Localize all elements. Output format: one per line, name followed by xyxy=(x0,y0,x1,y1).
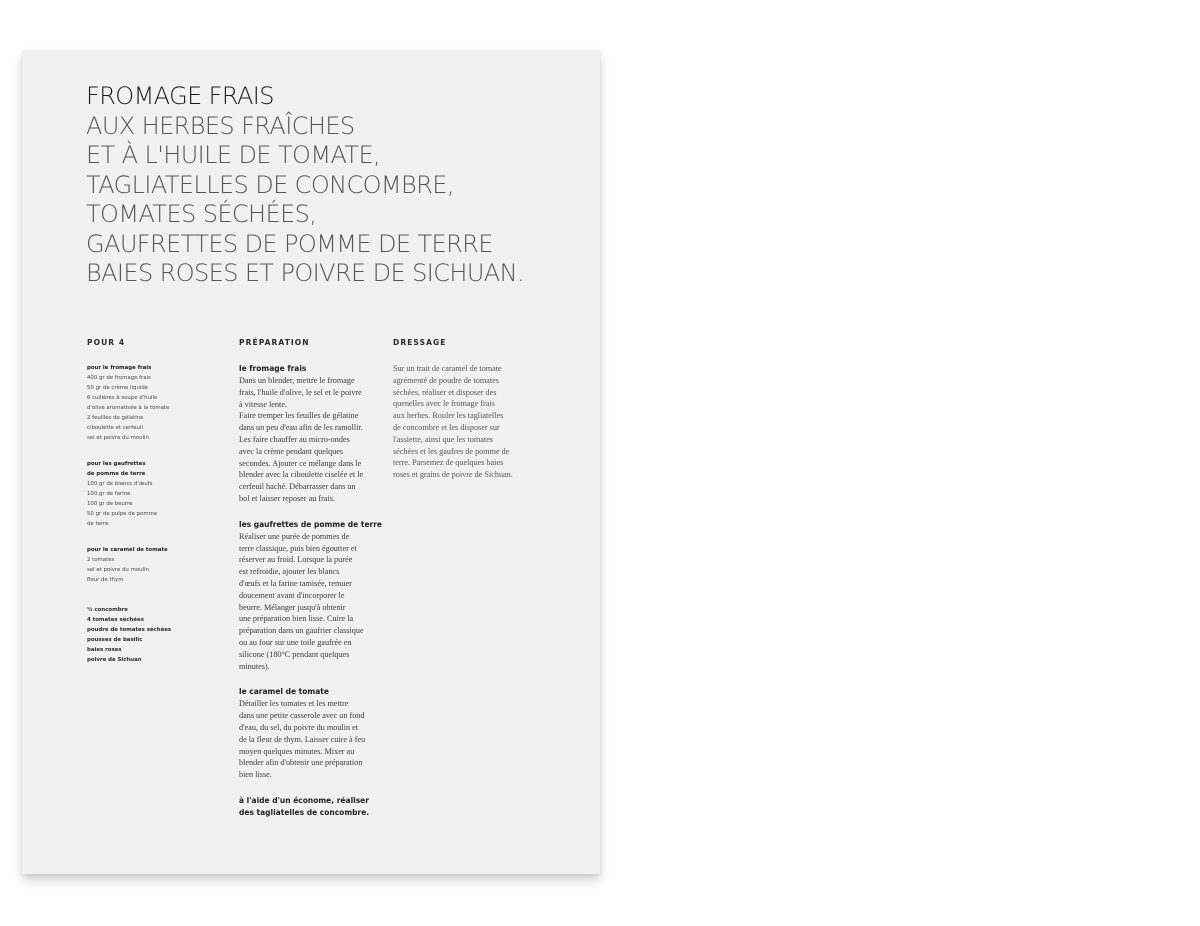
body-line: de concombre et les disposer sur xyxy=(393,422,500,432)
body-line: Sur un trait de caramel de tomate xyxy=(393,364,502,373)
ingredient-group-title: pour le caramel de tomate xyxy=(87,547,168,553)
body-line: aux herbes. Rouler les tagliatelles xyxy=(393,411,504,421)
body-line: bol et laisser reposer au frais. xyxy=(239,493,335,503)
body-line: ou au four sur une toile gaufrée en xyxy=(239,637,352,647)
ingredient-item: 100 gr de farine xyxy=(87,491,131,497)
body-line: séchées, réaliser et disposer des xyxy=(393,387,497,397)
title-line: TOMATES SÉCHÉES, xyxy=(86,200,317,228)
final-step xyxy=(239,795,384,819)
ingredient-item: baies roses xyxy=(87,647,122,653)
preparation-column xyxy=(239,338,384,833)
body-line: frais, l'huile d'olive, le sel et le poivre xyxy=(239,387,362,397)
body-line: dans un peu d'eau afin de les ramollir. xyxy=(239,423,363,433)
ingredient-item: 50 gr de crème liquide xyxy=(87,385,149,391)
title-line: AUX HERBES FRAÎCHES xyxy=(86,111,355,140)
ingredient-item: pousses de basilic xyxy=(87,637,143,643)
ingredient-item: 100 gr de beurre xyxy=(87,501,133,507)
preparation-heading: PRÉPARATION xyxy=(239,338,310,347)
section-title: le fromage frais xyxy=(239,364,307,373)
body-line: quenelles avec le fromage frais xyxy=(393,399,495,409)
body-line: bien lisse. xyxy=(239,770,272,780)
body-line: une préparation bien lisse. Cuire la xyxy=(239,614,354,624)
dressage-heading: DRESSAGE xyxy=(393,338,447,347)
title-line: GAUFRETTES DE POMME DE TERRE xyxy=(86,229,493,258)
ingredient-group-title: pour les gaufrettes xyxy=(87,461,146,467)
dressage-column xyxy=(393,338,528,481)
body-line: dans une petite casserole avec un fond xyxy=(239,711,365,721)
section-title: les gaufrettes de pomme de terre xyxy=(239,519,383,529)
body-line: doucement avant d'incorporer le xyxy=(239,590,345,600)
body-line: Les faire chauffer au micro-ondes xyxy=(239,434,350,444)
body-line: agrémenté de poudre de tomates xyxy=(393,375,499,385)
body-line: secondes. Ajouter ce mélange dans le xyxy=(239,458,362,468)
title-line: TAGLIATELLES DE CONCOMBRE, xyxy=(86,170,454,199)
ingredient-item: poudre de tomates séchées xyxy=(87,627,172,633)
body-line: roses et grains de poivre de Sichuan. xyxy=(393,470,513,480)
title-line: BAIES ROSES ET POIVRE DE SICHUAN. xyxy=(86,259,525,287)
ingredient-item: 6 cuillères à soupe d'huile xyxy=(87,395,158,401)
ingredient-item: 4 tomates séchées xyxy=(87,617,144,623)
body-line: à vitesse lente. xyxy=(239,399,287,409)
body-line: blender afin d'obtenir une préparation xyxy=(239,758,363,768)
ingredient-item: d'olive aromatisée à la tomate xyxy=(87,405,170,411)
ingredient-group xyxy=(87,545,217,585)
body-line: moyen quelques minutes. Mixer au xyxy=(239,746,355,756)
ingredient-item: 2 feuilles de gélatine xyxy=(87,415,144,421)
ingredient-group-title: pour le fromage frais xyxy=(87,365,152,371)
body-line: silicone (180°C pendant quelques xyxy=(239,649,350,659)
ingredient-item: sel et poivre du moulin xyxy=(87,567,149,573)
ingredient-item: poivre de Sichuan xyxy=(87,657,142,663)
ingredient-group xyxy=(87,605,217,665)
title-line: ET À L'HUILE DE TOMATE, xyxy=(86,141,381,169)
ingredients-heading: POUR 4 xyxy=(87,338,126,347)
section-title: le caramel de tomate xyxy=(239,687,329,697)
body-line: terre classique, puis bien égoutter et xyxy=(239,543,357,553)
recipe-title xyxy=(86,82,524,289)
body-line: cerfeuil haché. Débarrasser dans un xyxy=(239,482,356,492)
body-line: de la fleur de thym. Laisser cuire à feu xyxy=(239,734,366,744)
ingredients-column xyxy=(87,338,217,681)
preparation-section xyxy=(239,686,384,781)
ingredient-group xyxy=(87,363,217,443)
body-line: préparation dans un gaufrier classique xyxy=(239,626,364,636)
preparation-section xyxy=(239,519,384,673)
body-line: beurre. Mélanger jusqu'à obtenir xyxy=(239,602,346,612)
body-line: avec la crème pendant quelques xyxy=(239,446,344,456)
ingredient-item: ciboulette et cerfeuil xyxy=(87,425,143,431)
ingredient-group xyxy=(87,459,217,529)
ingredient-item: de pomme de terre xyxy=(87,471,146,477)
ingredient-item: 400 gr de fromage frais xyxy=(87,375,151,381)
ingredient-item: 50 gr de pulpe de pomme xyxy=(87,511,158,517)
ingredient-item: de terre xyxy=(87,521,109,527)
body-line: est refroidie, ajouter les blancs xyxy=(239,567,340,577)
ingredient-item: ½ concombre xyxy=(87,607,128,613)
body-line: d'œufs et la farine tamisée, remuer xyxy=(239,578,352,588)
body-line: Faire tremper les feuilles de gélatine xyxy=(239,411,359,421)
ingredient-item: sel et poivre du moulin xyxy=(87,435,149,441)
body-line: minutes). xyxy=(239,661,270,671)
ingredient-item: fleur de thym xyxy=(87,577,124,583)
final-step-line: à l'aide d'un économe, réaliser xyxy=(239,795,369,805)
body-line: Réaliser une purée de pommes de xyxy=(239,531,350,541)
body-line: blender avec la ciboulette ciselée et le xyxy=(239,470,364,480)
title-line: FROMAGE FRAIS xyxy=(86,82,274,110)
body-line: séchées et les gaufres de pomme de xyxy=(393,446,510,456)
recipe-page xyxy=(22,50,600,874)
preparation-section xyxy=(239,363,384,505)
body-line: d'eau, du sel, du poivre du moulin et xyxy=(239,722,359,732)
final-step-line: des tagliatelles de concombre. xyxy=(239,807,370,817)
body-line: réserver au froid. Lorsque la purée xyxy=(239,555,353,565)
body-line: terre. Parsemez de quelques baies xyxy=(393,458,504,468)
ingredient-item: 2 tomates xyxy=(87,557,115,563)
body-line: Dans un blender, mettre le fromage xyxy=(239,376,355,385)
body-line: Détailler les tomates et les mettre xyxy=(239,699,349,709)
ingredient-item: 100 gr de blancs d'œufs xyxy=(87,481,153,487)
body-line: l'assiette, ainsi que les tomates xyxy=(393,434,493,444)
